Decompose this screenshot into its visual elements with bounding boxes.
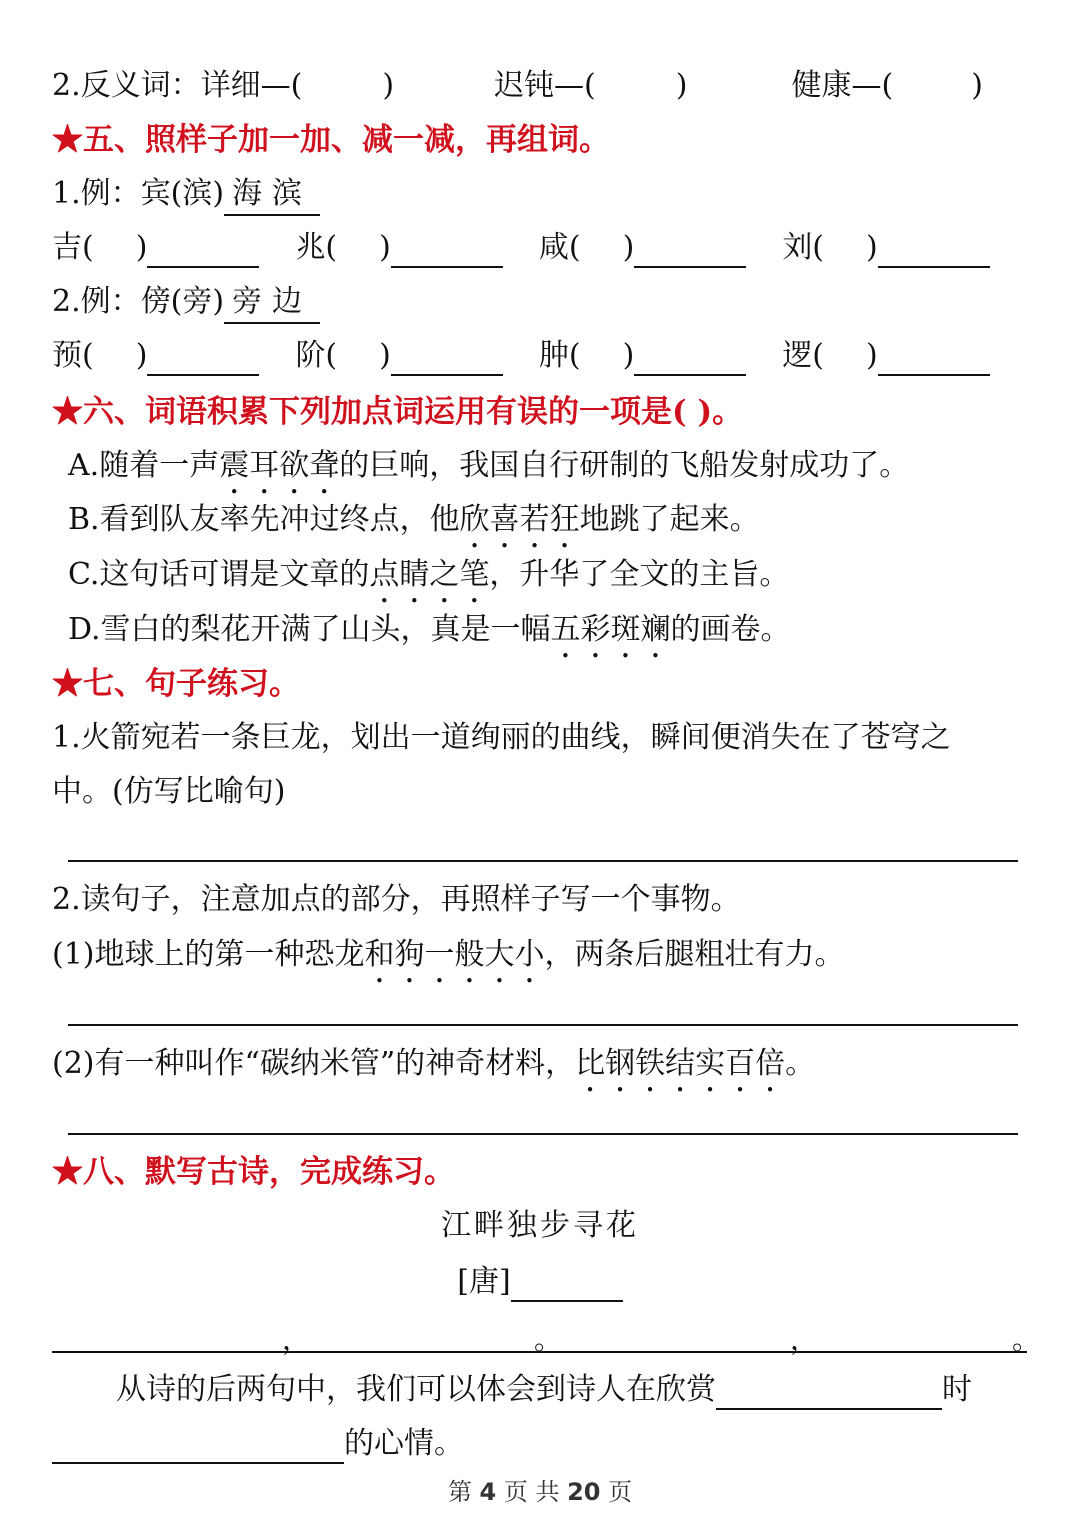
sec6-option-a[interactable] (68, 446, 1028, 501)
antonym-item-1: 详细—( (200, 68, 303, 103)
footer-post: 页 (608, 1478, 633, 1506)
poem-punct-4: 。 (1012, 1323, 1041, 1356)
option-d-text-post: 的画卷。 (670, 612, 791, 647)
option-a-dotted-word: 震耳欲聋 (219, 448, 340, 483)
paren-close: ) (622, 230, 635, 265)
footer-mid: 页 共 (503, 1478, 560, 1506)
option-a-text-post: 的巨响，我国自行研制的飞船发射成功了。 (339, 448, 910, 483)
option-d-dotted-word: 五彩斑斓 (550, 612, 671, 647)
sec5-char-6: 阶( (295, 338, 338, 373)
sec5-example-2 (52, 282, 1028, 324)
q2-1-text-pre: (1)地球上的第一种恐龙 (52, 937, 365, 972)
sec7-q2-1 (52, 935, 1028, 990)
antonym-close-2: ) (675, 68, 688, 103)
sec7-q1-line-2: 中。(仿写比喻句) (52, 774, 286, 809)
sec7-q1-line-1: 1.火箭宛若一条巨龙，划出一道绚丽的曲线，瞬间便消失在了苍穹之 (52, 720, 951, 755)
antonym-close-1: ) (382, 68, 395, 103)
sec5-answer-blank-5[interactable] (147, 344, 259, 376)
paren-close: ) (866, 338, 878, 373)
section-7-heading: ★七、句子练习。 (52, 666, 300, 702)
paren-close: ) (379, 230, 391, 265)
sec5-row-1 (52, 228, 1028, 268)
paren-close: ) (866, 230, 878, 265)
section-8-heading: ★八、默写古诗，完成练习。 (52, 1154, 455, 1190)
sec5-row-2 (52, 336, 1028, 376)
antonym-close-3: ) (971, 68, 983, 103)
option-c-dotted-word: 点睛之笔 (369, 557, 490, 592)
poem-dynasty: [唐] (457, 1264, 511, 1299)
footer-page-number: 4 (479, 1478, 497, 1506)
sec6-option-d[interactable] (68, 610, 1028, 665)
poem-title: 江畔独步寻花 (441, 1208, 639, 1243)
poem-punct-1: ， (282, 1323, 311, 1356)
q2-2-text-pre: (2)有一种叫作“碳纳米管”的神奇材料， (52, 1046, 576, 1081)
option-a-text-pre: A.随着一声 (68, 448, 220, 483)
paren-close: ) (379, 338, 391, 373)
poem-punct-3: ， (790, 1323, 819, 1356)
poem-author-row (0, 1262, 1080, 1302)
option-b-text-post: 地跳了起来。 (579, 502, 760, 537)
q2-1-dotted-phrase: 和狗一般大小 (364, 937, 545, 972)
sec7-q2-2 (52, 1044, 1028, 1099)
sec5-example-2-label: 2.例：傍(旁) (52, 284, 225, 319)
sec5-answer-blank-7[interactable] (634, 344, 746, 376)
option-b-text-pre: B.看到队友率先冲过终点，他 (68, 502, 460, 537)
option-d-text-pre: D.雪白的梨花开满了山头，真是一幅 (68, 612, 551, 647)
paren-close: ) (135, 338, 148, 373)
sec5-example-1-answer: 海滨 (224, 174, 320, 216)
antonym-item-2: 迟钝—( (494, 68, 596, 103)
sec8-question-mid: 时 (942, 1372, 972, 1407)
sec7-q1-answer-line[interactable] (68, 860, 1018, 862)
poem-author-blank[interactable] (511, 1270, 623, 1302)
paren-close: ) (622, 338, 635, 373)
sec5-answer-blank-6[interactable] (391, 344, 503, 376)
paren-close: ) (135, 230, 148, 265)
section-6-heading: ★六、词语积累下列加点词运用有误的一项是( )。 (52, 394, 744, 430)
sec8-question-line-1 (116, 1370, 1028, 1410)
sec5-example-2-answer: 旁边 (224, 282, 320, 324)
sec5-char-7: 肿( (538, 338, 581, 373)
sec8-answer-blank-2[interactable] (52, 1432, 344, 1464)
sec6-option-b[interactable] (68, 500, 1028, 555)
antonym-item-3: 健康—( (791, 68, 894, 103)
footer-pre: 第 (447, 1478, 472, 1506)
antonym-label: 2.反义词： (52, 68, 201, 103)
sec8-question-pre: 从诗的后两句中，我们可以体会到诗人在欣赏 (116, 1372, 716, 1407)
footer-total-pages: 20 (567, 1478, 601, 1506)
sec8-question-line-2 (52, 1424, 1028, 1464)
sec8-answer-blank-1[interactable] (716, 1378, 942, 1410)
q2-2-text-post: 。 (785, 1046, 816, 1081)
sec5-char-1: 吉( (52, 230, 94, 265)
option-c-text-post: ，升华了全文的主旨。 (489, 557, 790, 592)
section-5-heading: ★五、照样子加一加、减一减，再组词。 (52, 122, 610, 158)
sec5-answer-blank-2[interactable] (391, 236, 503, 268)
page-footer (0, 1472, 1080, 1507)
sec6-option-c[interactable] (68, 555, 1028, 610)
sec5-char-2: 兆( (295, 230, 338, 265)
sec5-example-1-label: 1.例：宾(滨) (52, 176, 225, 211)
sec5-char-4: 刘( (782, 230, 825, 265)
sec5-char-3: 咸( (538, 230, 581, 265)
q2-2-dotted-phrase: 比钢铁结实百倍 (575, 1046, 786, 1081)
sec5-answer-blank-4[interactable] (878, 236, 990, 268)
antonym-row (52, 66, 1028, 106)
sec8-question-post: 的心情。 (344, 1426, 464, 1461)
sec5-answer-blank-1[interactable] (147, 236, 259, 268)
sec7-q2-1-answer-line[interactable] (68, 1024, 1018, 1026)
sec5-char-8: 逻( (782, 338, 825, 373)
option-c-text-pre: C.这句话可谓是文章的 (68, 557, 370, 592)
option-b-dotted-word: 欣喜若狂 (459, 502, 580, 537)
q2-1-text-post: ，两条后腿粗壮有力。 (544, 937, 845, 972)
sec7-q2-2-answer-line[interactable] (68, 1133, 1018, 1135)
poem-punct-2: 。 (534, 1323, 563, 1356)
sec5-answer-blank-3[interactable] (634, 236, 746, 268)
sec7-q2: 2.读句子，注意加点的部分，再照样子写一个事物。 (52, 882, 741, 917)
sec5-char-5: 预( (52, 338, 94, 373)
sec5-answer-blank-8[interactable] (878, 344, 990, 376)
sec5-example-1 (52, 174, 1028, 216)
